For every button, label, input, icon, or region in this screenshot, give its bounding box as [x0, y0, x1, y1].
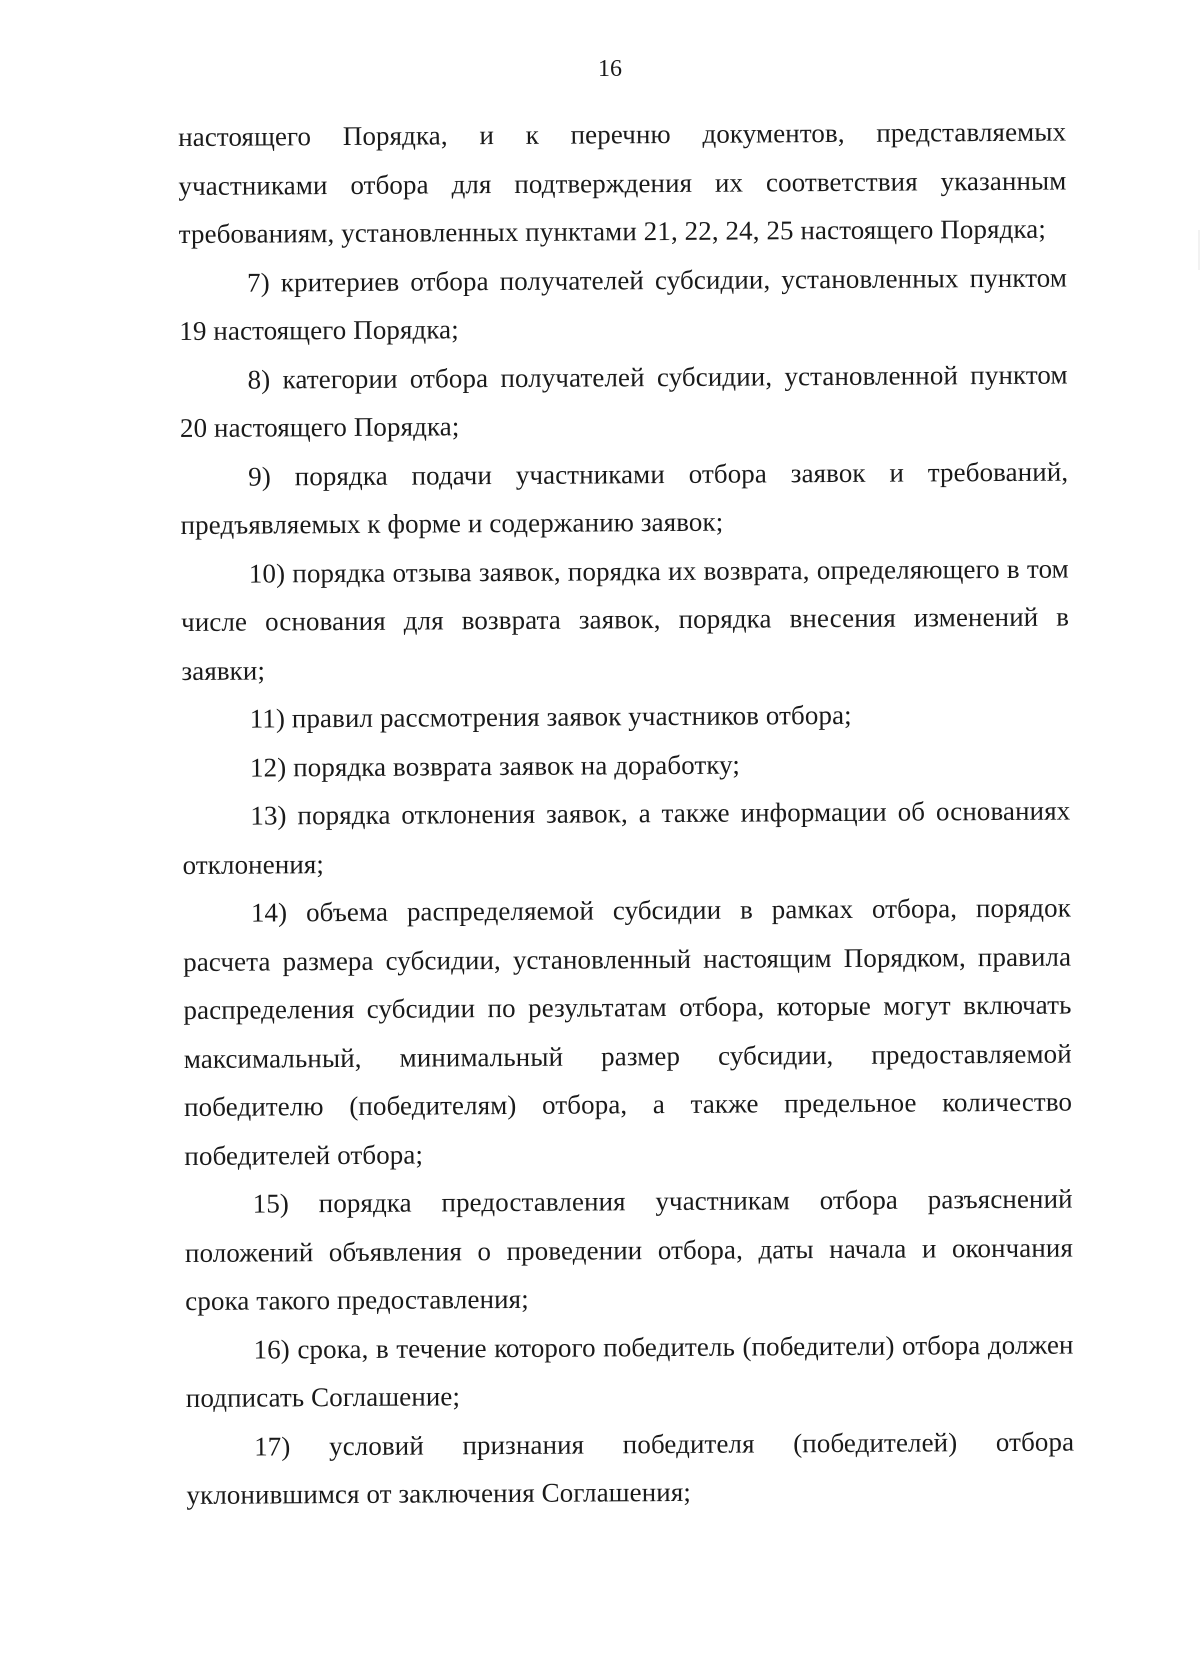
document-body: [178, 108, 1075, 1520]
paragraph-continuation: настоящего Порядка, и к перечню документов, представляемых участниками отбора для подтверждения их соответствия указанным требованиям, установленных пунктами 21, 22, 24, 25 настоящего Порядка;: [178, 116, 1067, 249]
list-item-13: 13) порядка отклонения заявок, а также информации об основаниях отклонения;: [182, 795, 1071, 880]
list-item-16: 16) срока, в течение которого победитель (победители) отбора должен подписать Соглашение;: [185, 1329, 1074, 1413]
list-item-17: 17) условий признания победителя (победителей) отбора уклонившимся от заключения Соглашения;: [186, 1426, 1075, 1510]
list-item-11: 11) правил рассмотрения заявок участников отбора;: [249, 699, 852, 734]
page-number: 16: [598, 56, 622, 82]
list-item-10: 10) порядка отзыва заявок, порядка их возврата, определяющего в том числе основания для возврата заявок, порядка внесения изменений в заявки;: [181, 553, 1070, 686]
list-item-12: 12) порядка возврата заявок на доработку;: [249, 749, 741, 783]
list-item-14: 14) объема распределяемой субсидии в рамках отбора, порядок расчета размера субсидии, установленный настоящим Порядком, правила распределения субсидии по результатам отбора, которые могут включать максимальный, минимальный размер субсидии, предоставляемой победителю (победителям) отбора, а также предельное количество победителей отбора;: [183, 892, 1073, 1171]
list-item-9: 9) порядка подачи участниками отбора заявок и требований, предъявляемых к форме и содержанию заявок;: [180, 456, 1069, 540]
list-item-7: 7) критериев отбора получателей субсидии, установленных пунктом 19 настоящего Порядка;: [179, 262, 1068, 346]
list-item-15: 15) порядка предоставления участникам отбора разъяснений положений объявления о проведении отбора, даты начала и окончания срока такого предоставления;: [184, 1183, 1074, 1316]
list-item-8: 8) категории отбора получателей субсидии, установленной пунктом 20 настоящего Порядка;: [179, 359, 1068, 443]
